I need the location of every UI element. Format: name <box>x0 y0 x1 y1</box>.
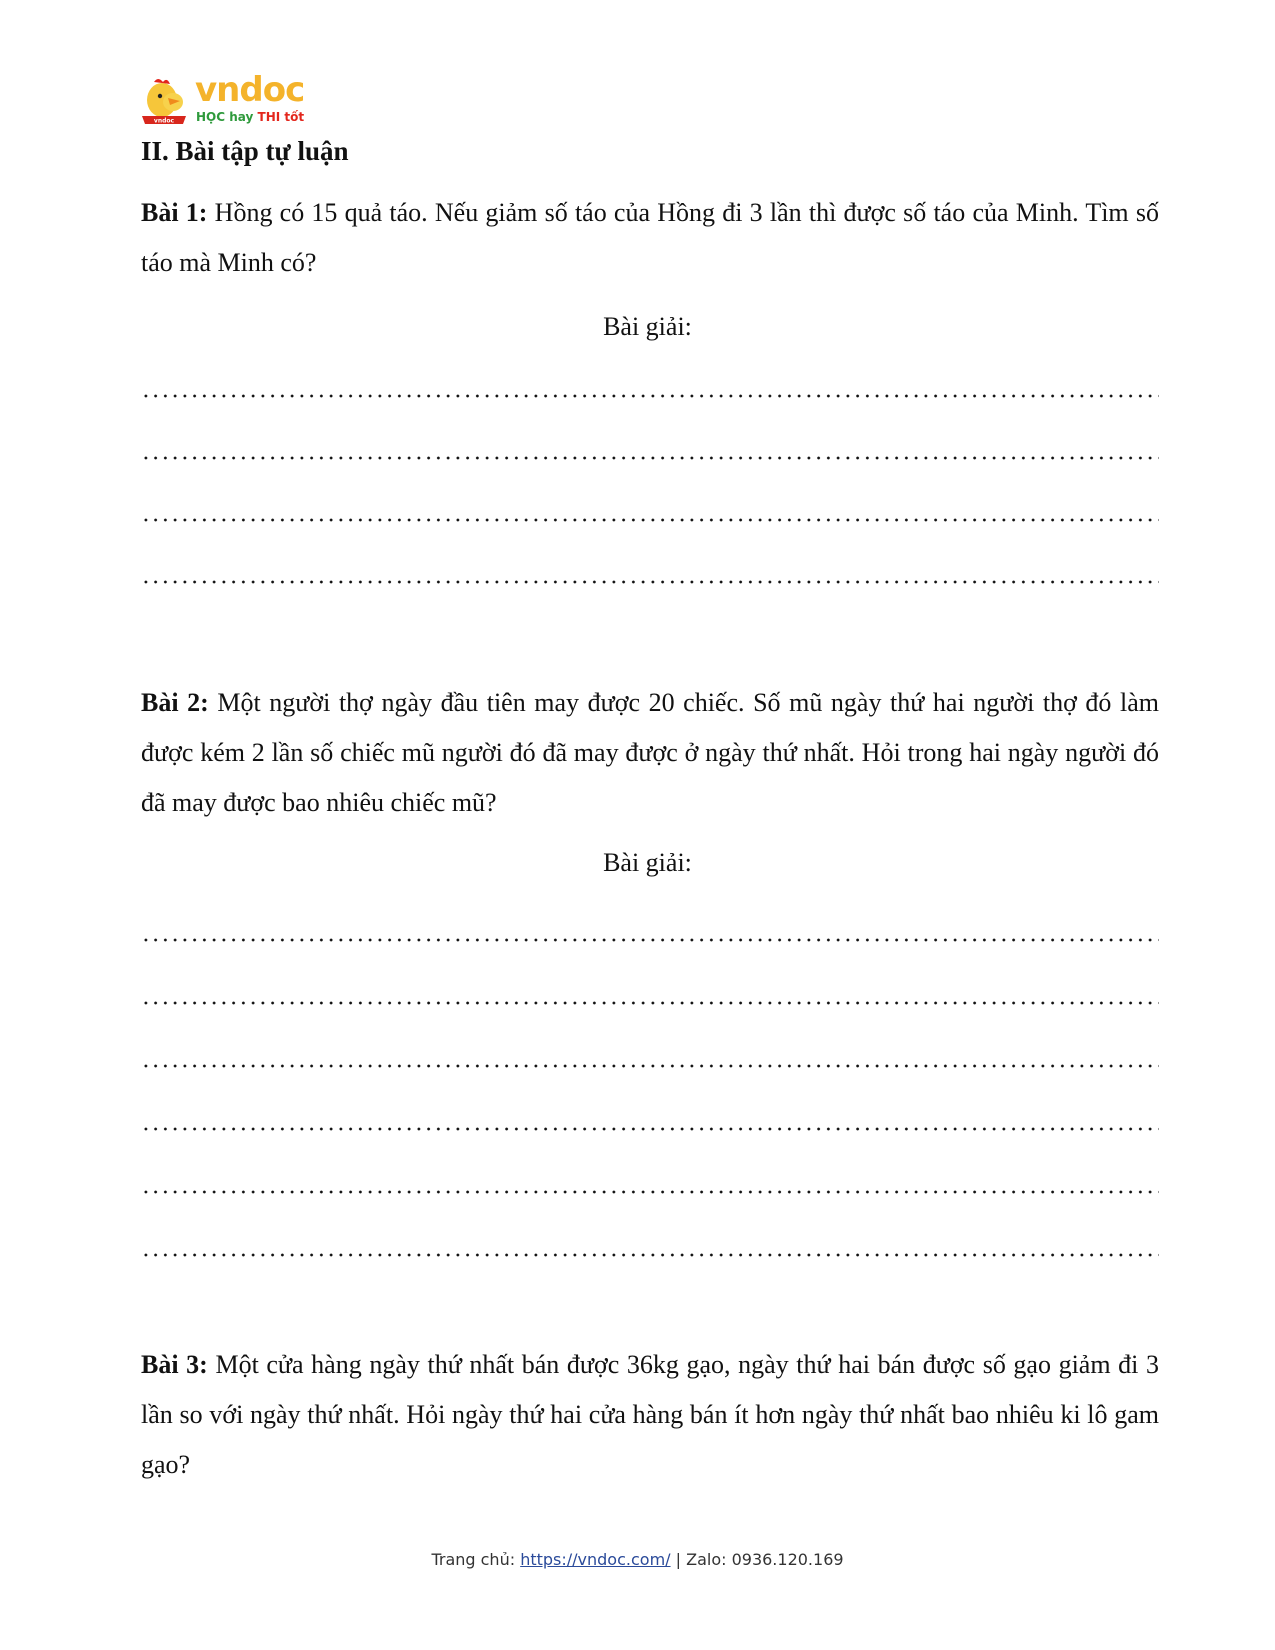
answer-line[interactable] <box>141 1127 1159 1131</box>
answer-line[interactable] <box>141 1253 1159 1257</box>
exercise-2-solution-label: Bài giải: <box>603 848 692 877</box>
answer-line[interactable] <box>141 1190 1159 1194</box>
footer-zalo: Zalo: 0936.120.169 <box>686 1550 844 1569</box>
answer-line[interactable] <box>141 1001 1159 1005</box>
exercise-1-text: Hồng có 15 quả táo. Nếu giảm số táo của Hồng đi 3 lần thì được số táo của Minh. Tìm số táo mà Minh có? <box>141 198 1159 277</box>
slogan-green: HỌC hay <box>196 110 254 124</box>
exercise-2 <box>141 678 1159 828</box>
answer-line[interactable] <box>141 394 1159 398</box>
footer-home-label: Trang chủ: <box>431 1550 521 1569</box>
answer-line[interactable] <box>141 518 1159 522</box>
footer-home-link[interactable]: https://vndoc.com/ <box>520 1550 671 1569</box>
exercise-2-text: Một người thợ ngày đầu tiên may được 20 chiếc. Số mũ ngày thứ hai người thợ đó làm được kém 2 lần số chiếc mũ người đó đã may được ở ngày thứ nhất. Hỏi trong hai ngày người đó đã may được bao nhiêu chiếc mũ? <box>141 688 1159 817</box>
answer-line[interactable] <box>141 938 1159 942</box>
answer-line[interactable] <box>141 580 1159 584</box>
section-heading: II. Bài tập tự luận <box>141 136 349 166</box>
vndoc-logo[interactable] <box>140 70 305 130</box>
exercise-3-text: Một cửa hàng ngày thứ nhất bán được 36kg gạo, ngày thứ hai bán được số gạo giảm đi 3 lần so với ngày thứ nhất. Hỏi ngày thứ hai cửa hàng bán ít hơn ngày thứ nhất bao nhiêu ki lô gam gạo? <box>141 1350 1159 1479</box>
exercise-3-label: Bài 3: <box>141 1350 208 1379</box>
exercise-2-label: Bài 2: <box>141 688 209 717</box>
exercise-3 <box>141 1340 1159 1490</box>
exercise-1-label: Bài 1: <box>141 198 208 227</box>
brand-wordmark: vndoc <box>195 70 305 110</box>
footer-separator: | <box>670 1550 687 1569</box>
chicken-mascot-icon <box>140 76 188 130</box>
answer-line[interactable] <box>141 456 1159 460</box>
answer-line[interactable] <box>141 1064 1159 1068</box>
exercise-1-solution-label: Bài giải: <box>603 312 692 341</box>
page-footer <box>0 1550 1275 1569</box>
svg-text:vndoc: vndoc <box>153 117 175 125</box>
brand-slogan <box>196 110 304 124</box>
slogan-red: THI tốt <box>257 110 305 124</box>
exercise-1 <box>141 188 1159 288</box>
